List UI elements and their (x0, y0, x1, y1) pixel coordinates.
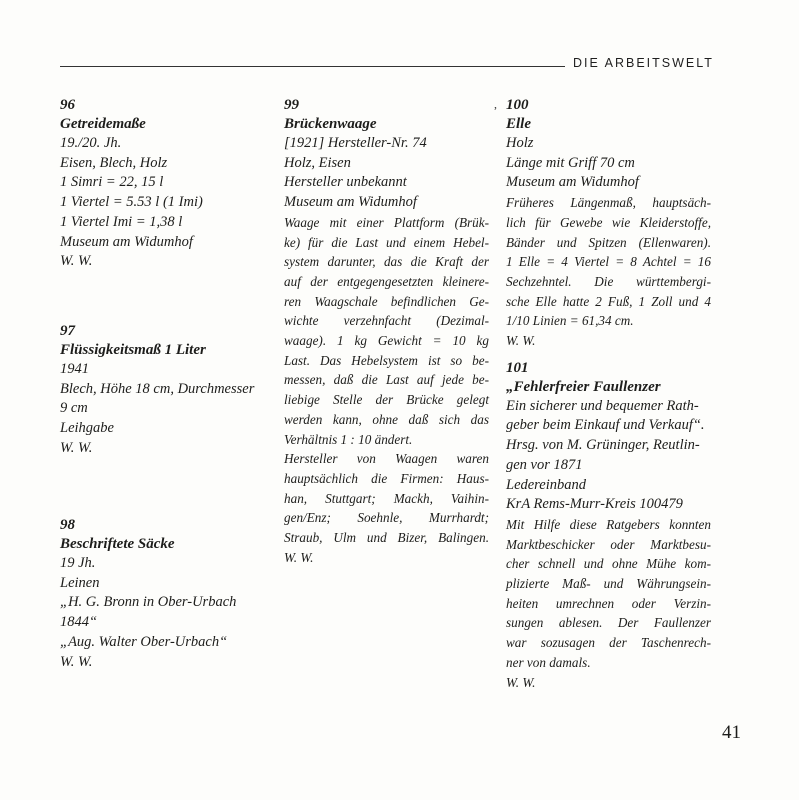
description-line: W. W. (506, 674, 536, 690)
description-line: plizierte Maß- und Währungsein- (506, 576, 711, 592)
entry-title: Getreidemaße (60, 116, 146, 132)
catalog-entry-101 (506, 359, 711, 693)
entry-line: 9 cm (60, 400, 88, 417)
entry-line: 19 Jh. (60, 555, 96, 571)
entry-line: Ein sicherer und bequemer Rath- (506, 397, 699, 414)
description-line: auf der entgegengesetzten kleinere- (284, 273, 489, 289)
description-line: W. W. (284, 549, 314, 565)
stray-mark: , (494, 97, 497, 111)
header-rule (60, 66, 565, 67)
catalog-entry-100 (506, 96, 711, 351)
entry-line: Museum am Widumhof (506, 174, 639, 191)
description-line: war sozusagen der Taschenrech- (506, 635, 711, 651)
description-line: 1/10 Linien = 61,34 cm. (506, 313, 634, 329)
description-line: messen, daß die Last auf jede be- (284, 372, 489, 388)
description-line: ner von damals. (506, 654, 591, 670)
entry-number: 100 (506, 97, 529, 113)
description-line: Bänder und Spitzen (Ellenwaren). (506, 234, 711, 250)
description-line: Last. Das Hebelsystem ist so be- (284, 352, 489, 368)
description-line: Mit Hilfe diese Ratgebers konnten (506, 516, 711, 532)
entry-number: 99 (284, 97, 299, 113)
catalog-entry-98 (60, 516, 270, 672)
entry-title: Brückenwaage (284, 116, 377, 132)
description-line: Straub, Ulm und Bizer, Balingen. (284, 530, 489, 546)
description-line: Marktbeschicker oder Marktbesu- (506, 536, 711, 552)
entry-line: Hrsg. von M. Grüninger, Reutlin- (506, 437, 700, 454)
entry-line: Holz, Eisen (284, 154, 351, 171)
description-line: Verhältnis 1 : 10 ändert. (284, 431, 413, 447)
column-right (506, 96, 711, 692)
entry-line: gen vor 1871 (506, 456, 583, 473)
entry-line: Hersteller unbekannt (284, 174, 407, 191)
entry-line: KrA Rems-Murr-Kreis 100479 (506, 496, 683, 513)
description-line: heiten umrechnen oder Verzin- (506, 595, 711, 611)
entry-line: W. W. (60, 439, 93, 456)
entry-line: 1941 (60, 361, 89, 377)
entry-line: Ledereinband (506, 476, 587, 493)
description-line: cher schnell und ohne Mühe kom- (506, 556, 711, 572)
description-line: waage). 1 kg Gewicht = 10 kg (284, 333, 489, 349)
description-line: Waage mit einer Plattform (Brük- (284, 214, 489, 230)
column-left (60, 96, 270, 272)
entry-line: 1 Viertel Imi = 1,38 l (60, 213, 183, 230)
column-left-97 (60, 322, 270, 459)
description-line: Sechzehntel. Die württembergi- (506, 273, 711, 289)
catalog-entry-99 (284, 96, 489, 567)
entry-line: Museum am Widumhof (284, 194, 417, 211)
entry-number: 97 (60, 323, 75, 339)
entry-line: Holz (506, 135, 534, 151)
description-line: lich für Gewebe wie Kleiderstoffe, (506, 214, 711, 230)
entry-line: Leinen (60, 574, 100, 591)
entry-line: W. W. (60, 253, 93, 270)
description-line: 1 Elle = 4 Viertel = 8 Achtel = 16 (506, 254, 711, 270)
description-line: W. W. (506, 333, 536, 349)
entry-line: 1 Simri = 22, 15 l (60, 174, 164, 191)
entry-line: „H. G. Bronn in Ober-Urbach (60, 594, 237, 611)
entry-line: Länge mit Griff 70 cm (506, 154, 635, 171)
page-number: 41 (722, 722, 741, 743)
description-line: hauptsächlich die Firmen: Haus- (284, 470, 489, 486)
description-line: wichte verzehnfacht (Dezimal- (284, 313, 489, 329)
entry-number: 101 (506, 359, 529, 376)
catalog-entry-97 (60, 322, 270, 459)
description-line: system darunter, das die Kraft der (284, 254, 489, 270)
entry-title: Elle (506, 116, 531, 132)
running-header: DIE ARBEITSWELT (573, 56, 714, 70)
entry-number: 98 (60, 517, 75, 533)
entry-title: Flüssigkeitsmaß 1 Liter (60, 342, 206, 358)
description-line: Früheres Längenmaß, hauptsäch- (506, 195, 711, 211)
description-line: han, Stuttgart; Mackh, Vaihin- (284, 490, 489, 506)
entry-line: Leihgabe (60, 420, 114, 437)
column-middle (284, 96, 489, 567)
description-line: sche Elle hatte 2 Fuß, 1 Zoll und 4 (506, 293, 711, 309)
description-line: liebige Stelle der Brücke gelegt (284, 392, 489, 408)
description-line: werden kann, ohne daß sich das (284, 411, 489, 427)
entry-line: [1921] Hersteller-Nr. 74 (284, 135, 427, 151)
description-line: Hersteller von Waagen waren (284, 451, 489, 467)
description-line: gen/Enz; Soehnle, Murrhardt; (284, 510, 489, 526)
entry-line: 19./20. Jh. (60, 135, 122, 151)
entry-line: „Aug. Walter Ober-Urbach“ (60, 633, 228, 650)
entry-number: 96 (60, 97, 75, 113)
entry-line: Blech, Höhe 18 cm, Durchmesser (60, 380, 255, 397)
description-line: sungen ablesen. Der Faullenzer (506, 615, 711, 631)
entry-title: Beschriftete Säcke (60, 536, 175, 552)
entry-line: W. W. (60, 653, 93, 670)
entry-line: 1844“ (60, 614, 98, 631)
column-left-98 (60, 516, 270, 672)
description-line: ke) für die Last und einem Hebel- (284, 234, 489, 250)
entry-line: Eisen, Blech, Holz (60, 154, 168, 171)
entry-line: geber beim Einkauf und Verkauf“. (506, 417, 705, 434)
catalog-entry-96 (60, 96, 270, 272)
entry-line: 1 Viertel = 5.53 l (1 Imi) (60, 194, 203, 211)
description-line: ren Waagschale befindlichen Ge- (284, 293, 489, 309)
entry-title: „Fehlerfreier Faullenzer (506, 378, 661, 395)
entry-line: Museum am Widumhof (60, 233, 193, 250)
